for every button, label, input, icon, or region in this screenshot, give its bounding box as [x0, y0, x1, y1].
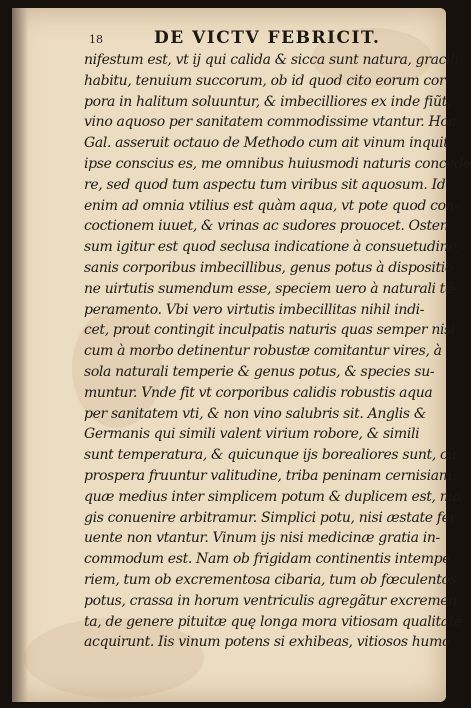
- text-line: ipse conscius es, me omnibus huiusmodi naturis concede: [84, 155, 471, 172]
- text-line: per sanitatem vti, & non vino salubris sit. Anglis &: [84, 405, 426, 422]
- text-line: cum à morbo detinentur robustæ comitantur vires, à: [84, 343, 442, 360]
- text-line: peramento. Vbi vero virtutis imbecillitas nihil indi-: [84, 301, 425, 318]
- text-line: habitu, tenuium succorum, ob id quod cito eorum cor-: [84, 72, 450, 89]
- text-line: coctionem iuuet, & vrinas ac sudores prouocet. Osten: [84, 218, 449, 235]
- text-line: Gal. asseruit octauo de Methodo cum ait vinum inquit: [84, 135, 449, 152]
- paper-leaf: [12, 8, 471, 702]
- text-line: gis conuenire arbitramur. Simplici potu, nisi æstate fer: [84, 509, 456, 526]
- text-line: Germanis qui simili valent virium robore, & simili: [84, 426, 420, 443]
- text-line: cet, prout contingit inculpatis naturis quas semper nisi: [84, 322, 456, 339]
- text-line: prospera fruuntur valitudine, triba peninam cernisiam,: [84, 467, 456, 484]
- text-line: sum igitur est quod seclusa indicatione à consuetudine,: [84, 239, 461, 256]
- running-title: DE VICTV FEBRICIT.: [154, 28, 381, 48]
- text-line: sola naturali temperie & genus potus, & species su-: [84, 363, 435, 380]
- text-line: quæ medius inter simplicem potum & duplicem est, ma: [84, 488, 461, 505]
- text-line: ne uirtutis sumendum esse, speciem uero à naturali tẽ-: [84, 280, 458, 297]
- text-line: riem, tum ob excrementosa cibaria, tum ob fœculentos: [84, 571, 457, 588]
- text-line: vino aquoso per sanitatem commodissime vtantur. Hoc: [84, 114, 456, 131]
- text-line: nifestum est, vt ij qui calida & sicca sunt natura, gracili: [84, 52, 459, 68]
- text-line: pora in halitum soluuntur, & imbecilliores ex inde fiũt,: [84, 93, 452, 110]
- text-line: potus, crassa in horum ventriculis agregãtur excremen: [84, 592, 457, 609]
- body-text: [84, 50, 471, 653]
- text-line: sunt temperatura, & quicunque ijs borealiores sunt, cũ: [84, 447, 457, 464]
- text-line: ta, de genere pituitæ quę longa mora vitiosam qualitatẽ: [84, 613, 463, 630]
- text-line: uente non vtantur. Vinum ijs nisi medicinæ gratia in-: [84, 530, 440, 547]
- text-line: enim ad omnia vtilius est quàm aqua, vt pote quod con-: [84, 197, 459, 214]
- text-line: commodum est. Nam ob frigidam continentis intempe: [84, 551, 451, 568]
- text-line: acquirunt. Iis vinum potens si exhibeas, vitiosos humo: [84, 634, 451, 651]
- text-line: re, sed quod tum aspectu tum viribus sit aquosum. Id: [84, 176, 446, 193]
- page-number: 18: [89, 33, 103, 46]
- binding-gutter: [12, 8, 28, 702]
- text-line: muntur. Vnde fit vt corporibus calidis robustis aqua: [84, 384, 433, 401]
- text-line: sanis corporibus imbecillibus, genus potus à dispositio: [84, 259, 453, 276]
